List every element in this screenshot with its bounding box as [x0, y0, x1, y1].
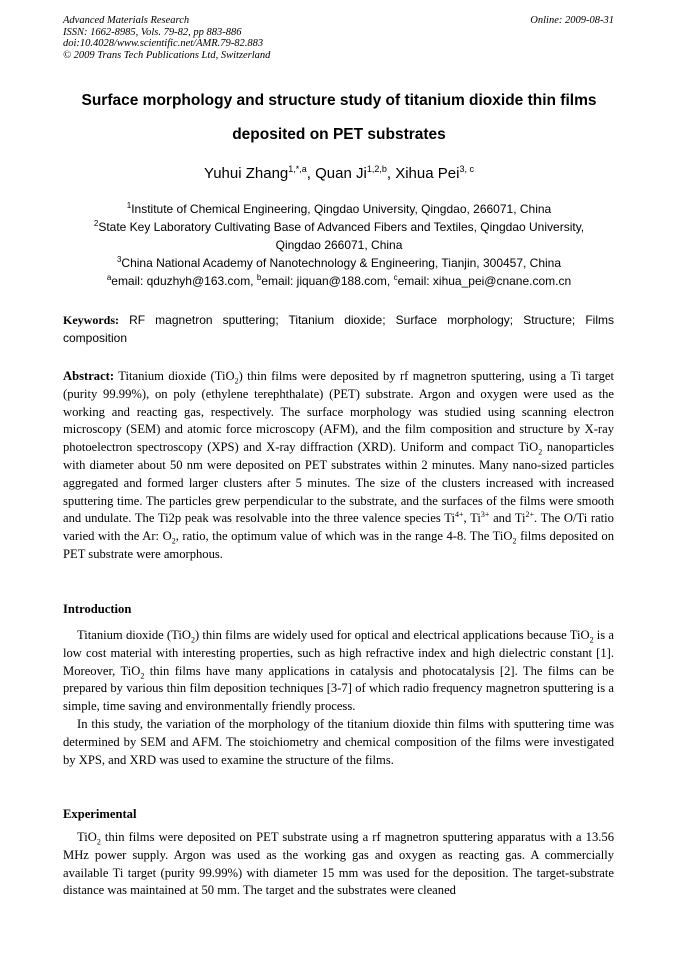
- email-a[interactable]: email: qduzhyh@163.com,: [111, 274, 257, 288]
- keywords-label: Keywords:: [63, 313, 119, 327]
- abstract-label: Abstract:: [63, 369, 115, 383]
- affiliation-2-cont: Qingdao 266071, China: [275, 238, 403, 252]
- author-name: Xihua Pei: [395, 165, 460, 182]
- journal-metadata: [63, 15, 270, 61]
- author-separator: ,: [306, 165, 316, 182]
- section-heading-introduction: Introduction: [63, 602, 132, 616]
- affiliation-3: $^3$China National Academy of Nanotechnology & Engineering, Tianjin, 300457, China: [116, 255, 562, 270]
- author-affil-sup: 1,2,b: [366, 164, 387, 174]
- affiliations: [40, 200, 638, 290]
- affiliation-1: $^1$Institute of Chemical Engineering, Qingdao University, Qingdao, 266071, China: [126, 201, 552, 216]
- section-heading-experimental: Experimental: [63, 807, 137, 821]
- paragraph: Titanium dioxide (TiO$_2$) thin films are widely used for optical and electrical applications because TiO$_2$ is a low cost material with interesting properties, such as high refractive index and high dielectric constant [1]. Moreover, TiO$_2$ thin films have many applications in catalysis and photocatalysis [2]. The films can be prepared by various thin film deposition techniques [3-7] of which radio frequency magnetron sputtering is a simple, time saving and environmentally friendly process.: [63, 628, 614, 714]
- paragraph: TiO$_2$ thin films were deposited on PET substrate using a rf magnetron sputtering apparatus with a 13.56 MHz power supply. Argon was used as the working gas and oxygen as reacting gas. A commercially available Ti target (purity 99.99%) with diameter 15 mm was used for the deposition. The target-substrate distance was maintained at 50 mm. The target and the substrates were cleaned: [63, 830, 614, 898]
- keywords-text: RF magnetron sputtering; Titanium dioxide; Surface morphology; Structure; Films composition: [63, 313, 614, 345]
- email-b[interactable]: email: jiquan@188.com,: [261, 274, 394, 288]
- paragraph: In this study, the variation of the morphology of the titanium dioxide thin films with sputtering time was determined by SEM and AFM. The stoichiometry and chemical composition of the films were investigated by XPS, and XRD was used to examine the structure of the films.: [63, 716, 614, 767]
- issn-line: ISSN: 1662-8985, Vols. 79-82, pp 883-886: [63, 26, 242, 38]
- paper-title-line-2: deposited on PET substrates: [232, 126, 446, 143]
- author-name: Yuhui Zhang: [204, 165, 289, 182]
- author-affil-sup: 1,*,a: [288, 164, 307, 174]
- email-c[interactable]: email: xihua_pei@cnane.com.cn: [397, 274, 572, 288]
- experimental-body: [63, 829, 614, 900]
- author-list: [40, 165, 638, 182]
- doi-line: doi:10.4028/www.scientific.net/AMR.79-82.883: [63, 38, 264, 49]
- abstract: Abstract: Titanium dioxide (TiO$_2$) thin films were deposited by rf magnetron sputtering, using a Ti target (purity 99.99%), on poly (ethylene terephthalate) (PET) substrate. Argon and oxygen were used as the working and reacting gas, respectively. The surface morphology was studied using scanning electron microscopy (SEM) and atomic force microscopy (AFM), and the film composition and structure by X-ray photoelectron spectroscopy (XPS) and X-ray diffraction (XRD). Uniform and compact TiO$_2$ nanoparticles with diameter about 50 nm were deposited on PET substrates within 2 minutes. Many nano-sized particles aggregated and formed larger clusters after 5 minutes. The size of the clusters increased with increased sputtering time. The particles grew perpendicular to the substrate, and the surfaces of the films were smooth and undulate. The Ti2p peak was resolvable into the three valence species $Ti^{4+}$, $Ti^{3+}$ and $Ti^{2+}$. The O/Ti ratio varied with the Ar: $O_2$, ratio, the optimum value of which was in the range 4-8. The TiO$_2$ films deposited on PET substrate were amorphous.: [63, 369, 614, 561]
- paper-title-line-1: Surface morphology and structure study of titanium dioxide thin films: [81, 92, 597, 109]
- copyright-line: © 2009 Trans Tech Publications Ltd, Switzerland: [63, 49, 271, 61]
- email-line: $^a$email: qduzhyh@163.com, $^b$email: jiquan@188.com, $^c$email: xihua_pei@cnane.com.cn: [106, 273, 572, 288]
- keywords: [63, 311, 614, 347]
- journal-name: Advanced Materials Research: [63, 15, 190, 26]
- introduction-body: [63, 627, 614, 769]
- author-separator: ,: [386, 165, 396, 182]
- affiliation-2: $^2$State Key Laboratory Cultivating Base of Advanced Fibers and Textiles, Qingdao University,: [93, 219, 585, 234]
- author-name: Quan Ji: [315, 165, 367, 182]
- online-date: Online: 2009-08-31: [530, 15, 614, 26]
- author-affil-sup: 3, c: [459, 164, 474, 174]
